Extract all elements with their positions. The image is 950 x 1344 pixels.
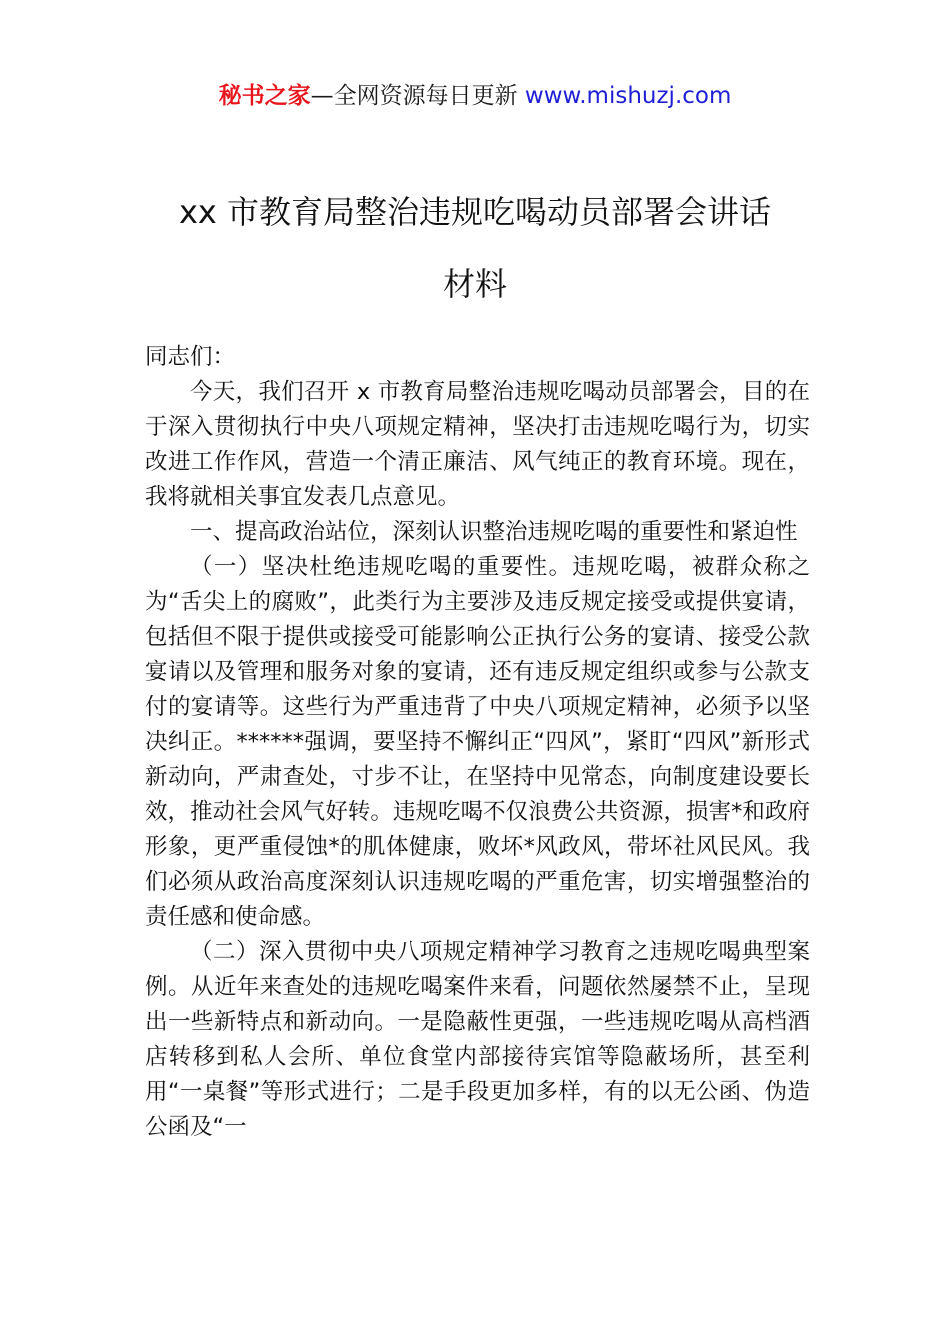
title-line-1: xx 市教育局整治违规吃喝动员部署会讲话	[178, 193, 772, 231]
brand-name: 秘书之家	[218, 83, 311, 109]
site-url[interactable]: www.mishuzj.com	[524, 83, 732, 109]
header-slogan: —全网资源每日更新	[310, 83, 525, 109]
document-title	[0, 176, 950, 320]
paragraph-importance: （一）坚决杜绝违规吃喝的重要性。违规吃喝，被群众称之为“舌尖上的腐败”，此类行为主要涉及违反规定接受或提供宴请，包括但不限于提供或接受可能影响公正执行公务的宴请、接受公款宴请以及管理和服务对象的宴请，还有违反规定组织或参与公款支付的宴请等。这些行为严重违背了中央八项规定精神，必须予以坚决纠正。******强调，要坚持不懈纠正“四风”，紧盯“四风”新形式新动向，严肃查处，寸步不让，在坚持中见常态，向制度建设要长效，推动社会风气好转。违规吃喝不仅浪费公共资源，损害*和政府形象，更严重侵蚀*的肌体健康，败坏*风政风，带坏社风民风。我们必须从政治高度深刻认识违规吃喝的严重危害，切实增强整治的责任感和使命感。	[145, 554, 810, 930]
salutation: 同志们：	[145, 344, 236, 370]
site-header	[0, 80, 950, 112]
document-body	[145, 340, 810, 1145]
paragraph-cases: （二）深入贯彻中央八项规定精神学习教育之违规吃喝典型案例。从近年来查处的违规吃喝案件来看，问题依然屡禁不止，呈现出一些新特点和新动向。一是隐蔽性更强，一些违规吃喝从高档酒店转移到私人会所、单位食堂内部接待宾馆等隐蔽场所，甚至利用“一桌餐”等形式进行；二是手段更加多样，有的以无公函、伪造公函及“一	[145, 939, 810, 1140]
section-heading-1: 一、提高政治站位，深刻认识整治违规吃喝的重要性和紧迫性	[190, 519, 798, 545]
title-line-2: 材料	[442, 265, 507, 303]
paragraph-intro: 今天，我们召开 x 市教育局整治违规吃喝动员部署会，目的在于深入贯彻执行中央八项规定精神，坚决打击违规吃喝行为，切实改进工作作风，营造一个清正廉洁、风气纯正的教育环境。现在，我将就相关事宜发表几点意见。	[145, 379, 810, 510]
